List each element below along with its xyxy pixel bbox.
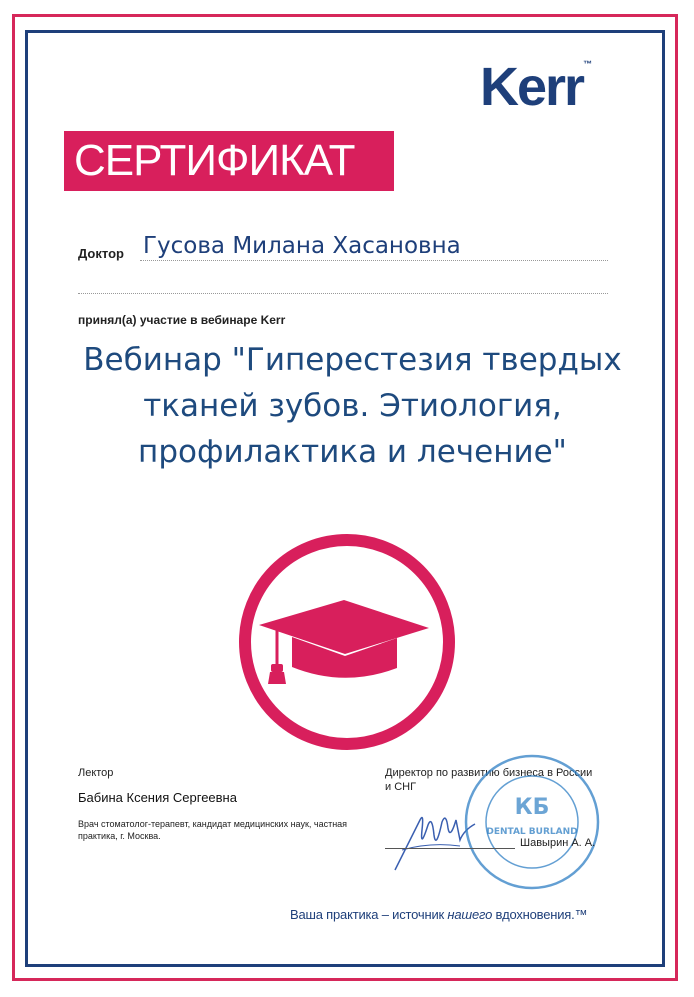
certificate-title: СЕРТИФИКАТ bbox=[74, 136, 355, 185]
slogan bbox=[290, 907, 587, 922]
stamp-text: DENTAL BURLAND bbox=[486, 827, 578, 837]
signature-line bbox=[385, 848, 515, 849]
slogan-end: вдохновения.™ bbox=[492, 907, 588, 922]
name-underline-2 bbox=[78, 293, 608, 294]
webinar-title: Вебинар "Гиперестезия твердых тканей зубов. Этиология, профилактика и лечение" bbox=[83, 342, 622, 470]
lecturer-label: Лектор bbox=[78, 767, 114, 779]
slogan-emphasis: нашего bbox=[447, 907, 493, 922]
director-name: Шавырин А. А. bbox=[520, 837, 596, 849]
name-underline bbox=[140, 260, 608, 261]
certificate-banner bbox=[64, 131, 394, 191]
kerr-logo bbox=[480, 57, 593, 117]
slogan-start: Ваша практика – источник bbox=[290, 907, 448, 922]
lecturer-description: Врач стоматолог-терапевт, кандидат медицинских наук, частная практика, г. Москва. bbox=[78, 819, 348, 841]
doctor-label: Доктор bbox=[78, 246, 124, 261]
recipient-name: Гусова Милана Хасановна bbox=[143, 233, 461, 259]
participation-text: принял(а) участие в вебинаре Kerr bbox=[78, 313, 286, 327]
logo-text: Kerr bbox=[480, 57, 584, 117]
lecturer-name: Бабина Ксения Сергеевна bbox=[78, 790, 237, 805]
emblem bbox=[237, 532, 457, 757]
graduation-cap-icon bbox=[237, 532, 457, 752]
svg-text:КБ: КБ bbox=[514, 795, 550, 820]
logo-trademark: ™ bbox=[583, 59, 593, 69]
director-title: Директор по развитию бизнеса в России и СНГ bbox=[385, 767, 593, 793]
company-stamp bbox=[462, 752, 602, 897]
